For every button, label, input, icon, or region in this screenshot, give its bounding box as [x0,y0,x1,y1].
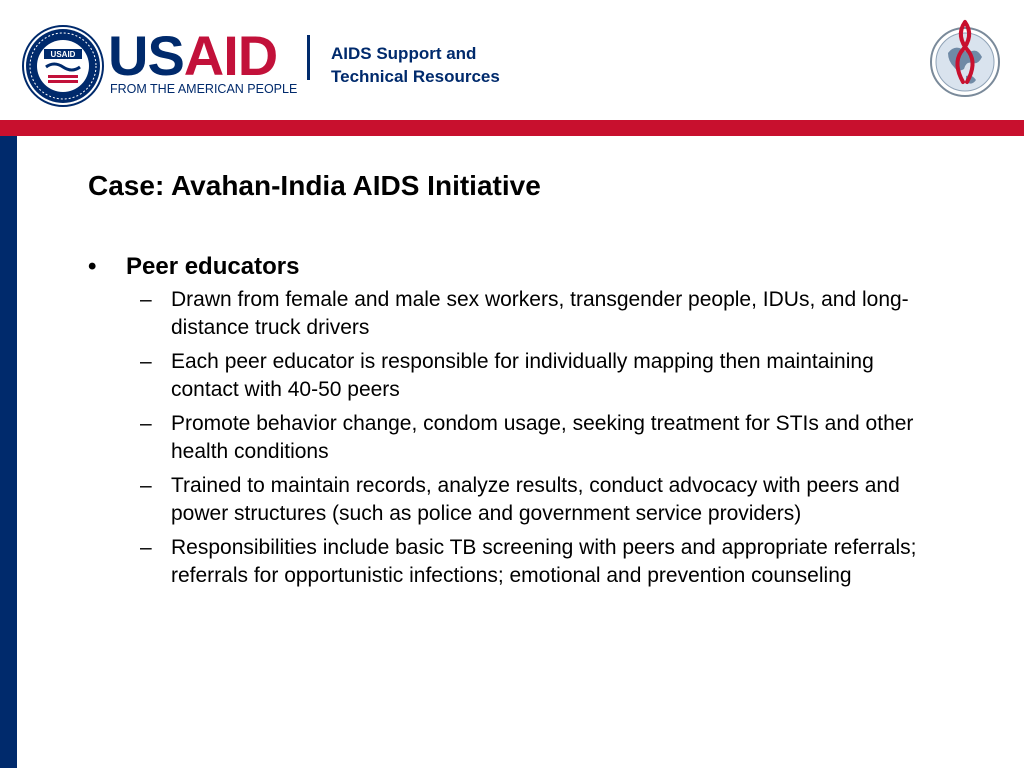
sub-bullet [88,472,918,528]
sub-bullet-text: Responsibilities include basic TB screening with peers and appropriate referrals; referrals for opportunistic infections; emotional and prevention counseling [171,536,917,587]
program-title-line2: Technical Resources [331,67,500,86]
header-red-band [0,120,1024,136]
main-bullet [88,252,918,282]
header-divider [307,35,310,80]
sub-bullet-text: Each peer educator is responsible for individually mapping then maintaining contact with 40-50 peers [171,350,874,401]
program-title [331,42,500,88]
slide-title: Case: Avahan-India AIDS Initiative [88,170,541,201]
usaid-seal-logo [22,25,104,107]
dash-mark: – [140,474,152,497]
bullet-mark: • [88,253,97,280]
sub-bullet [88,286,918,342]
dash-mark: – [140,350,152,373]
dash-mark: – [140,536,152,559]
bullet-list [88,252,918,596]
dash-mark: – [140,412,152,435]
header [0,0,1024,120]
logo-aid: AID [183,24,278,87]
program-title-line1: AIDS Support and [331,44,477,63]
sub-bullet-text: Promote behavior change, condom usage, seeking treatment for STIs and other health conditions [171,412,914,463]
dash-mark: – [140,288,152,311]
sub-bullet-list [88,286,918,590]
sub-bullet [88,534,918,590]
main-bullet-text: Peer educators [126,253,300,280]
left-navy-band [0,136,17,768]
usaid-wordmark [108,24,278,87]
pepfar-globe-icon [928,18,1003,104]
sub-bullet-text: Drawn from female and male sex workers, transgender people, IDUs, and long-distance truck drivers [171,288,909,339]
sub-bullet [88,410,918,466]
logo-us: US [108,24,184,87]
sub-bullet [88,348,918,404]
svg-text:USAID: USAID [50,50,76,59]
sub-bullet-text: Trained to maintain records, analyze results, conduct advocacy with peers and power structures (such as police and government service providers) [171,474,900,525]
usaid-tagline: FROM THE AMERICAN PEOPLE [110,82,298,96]
